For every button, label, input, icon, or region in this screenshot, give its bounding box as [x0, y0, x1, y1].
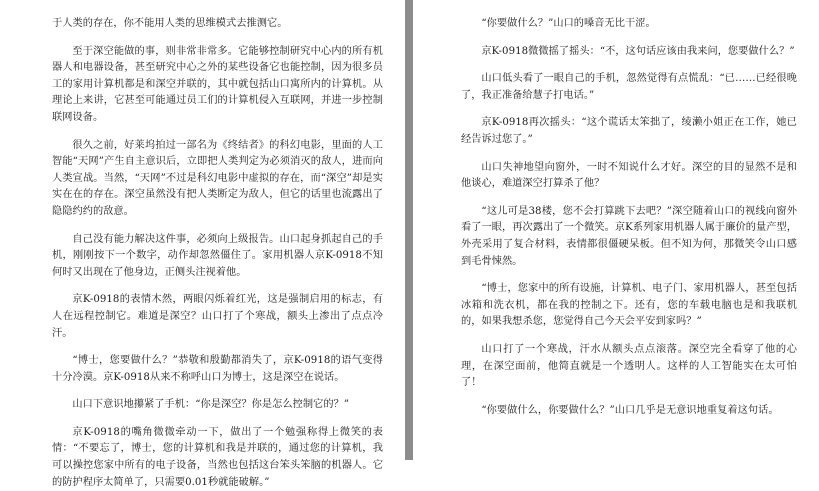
- left-page: [0, 0, 405, 488]
- right-paragraph-2: 京K-0918微微摇了摇头：“不，这句话应该由我来问，您要做什么？”: [481, 45, 795, 57]
- right-paragraph-8: 山口打了一个寒战，汗水从额头点点滚落。深空完全看穿了他的心理，在深空面前，他简直就是一个透明人。这样的人工智能实在太可怕了！: [461, 343, 797, 389]
- left-paragraph-6: “博士，您要做什么？”恭敬和殷勤都消失了，京K-0918的语气变得十分冷漠。京K-0918从来不称呼山口为博士，这是深空在说话。: [52, 355, 383, 383]
- right-paragraph-7: “博士，您家中的所有设施，计算机、电子门、家用机器人，甚至包括冰箱和洗衣机，都在我的控制之下。还有，您的车载电脑也是和我联机的，如果我想杀您，您觉得自己今天会平安到家吗？”: [461, 283, 797, 328]
- left-paragraph-8: 京K-0918的嘴角微微牵动一下，做出了一个勉强称得上微笑的表情：“不要忘了，博士，您的计算机和我是并联的，通过您的计算机，我可以操控您家中所有的电子设备，当然也包括这台笨头笨脑的机器人。它的防护程序太简单了，只需要0.01秒就能破解。”: [52, 426, 383, 488]
- left-paragraph-5: 京K-0918的表情木然，两眼闪烁着红光，这是强制启用的标志，有人在远程控制它。难道是深空？山口打了个寒战，额头上渗出了点点冷汗。: [52, 294, 383, 339]
- left-paragraph-1: 于人类的存在，你不能用人类的思维模式去推测它。: [52, 18, 288, 29]
- right-paragraph-3: 山口低头看了一眼自己的手机，忽然觉得有点慌乱：“已……已经很晚了，我正准备给慧子打电话。”: [461, 73, 797, 101]
- right-paragraph-5: 山口失神地望向窗外，一时不知说什么才好。深空的目的显然不是和他谈心，难道深空打算杀了他？: [461, 161, 797, 190]
- right-paragraph-4: 京K-0918再次摇头：“这个谎话太笨拙了，绫濑小姐正在工作，她已经告诉过您了。”: [461, 117, 797, 145]
- right-page: [413, 0, 819, 460]
- left-paragraph-3: 很久之前，好莱坞拍过一部名为《终结者》的科幻电影，里面的人工智能“天网”产生自主意识后，立即把人类判定为必须消灭的敌人，进而向人类宣战。当然，“天网”不过是科幻电影中虚拟的存在，而“深空”却是实实在在的存在。深空虽然没有把人类断定为敌人，但它的话里也流露出了隐隐约约的敌意。: [52, 139, 383, 217]
- left-paragraph-7: 山口下意识地攥紧了手机：“你是深空？你是怎么控制它的？”: [72, 399, 350, 411]
- page-gutter-divider: [405, 0, 413, 460]
- right-paragraph-1: “你要做什么？”山口的嗓音无比干涩。: [481, 18, 656, 29]
- right-paragraph-6: “这儿可是38楼，您不会打算跳下去吧？”深空随着山口的视线向窗外看了一眼，再次露出了一个微笑。京K系列家用机器人属于廉价的量产型，外壳采用了复合材料，表情都很僵硬呆板。但不知为何，那微笑令山口感到毛骨悚然。: [461, 205, 797, 267]
- left-paragraph-4: 自己没有能力解决这件事，必须向上级报告。山口起身抓起自己的手机，刚刚按下一个数字，动作却忽然僵住了。家用机器人京K-0918不知何时又出现在了他身边，正侧头注视着他。: [52, 233, 383, 278]
- left-paragraph-2: 至于深空能做的事，则非常非常多。它能够控制研究中心内的所有机器人和电器设备，甚至研究中心之外的某些设备它也能控制，因为很多员工的家用计算机都是和深空并联的，其中就包括山口寓所内的计算机。从理论上来讲，它甚至可能通过员工们的计算机侵入互联网，并进一步控制联网设备。: [52, 45, 383, 123]
- right-paragraph-9: “你要做什么，你要做什么？”山口几乎是无意识地重复着这句话。: [481, 404, 779, 416]
